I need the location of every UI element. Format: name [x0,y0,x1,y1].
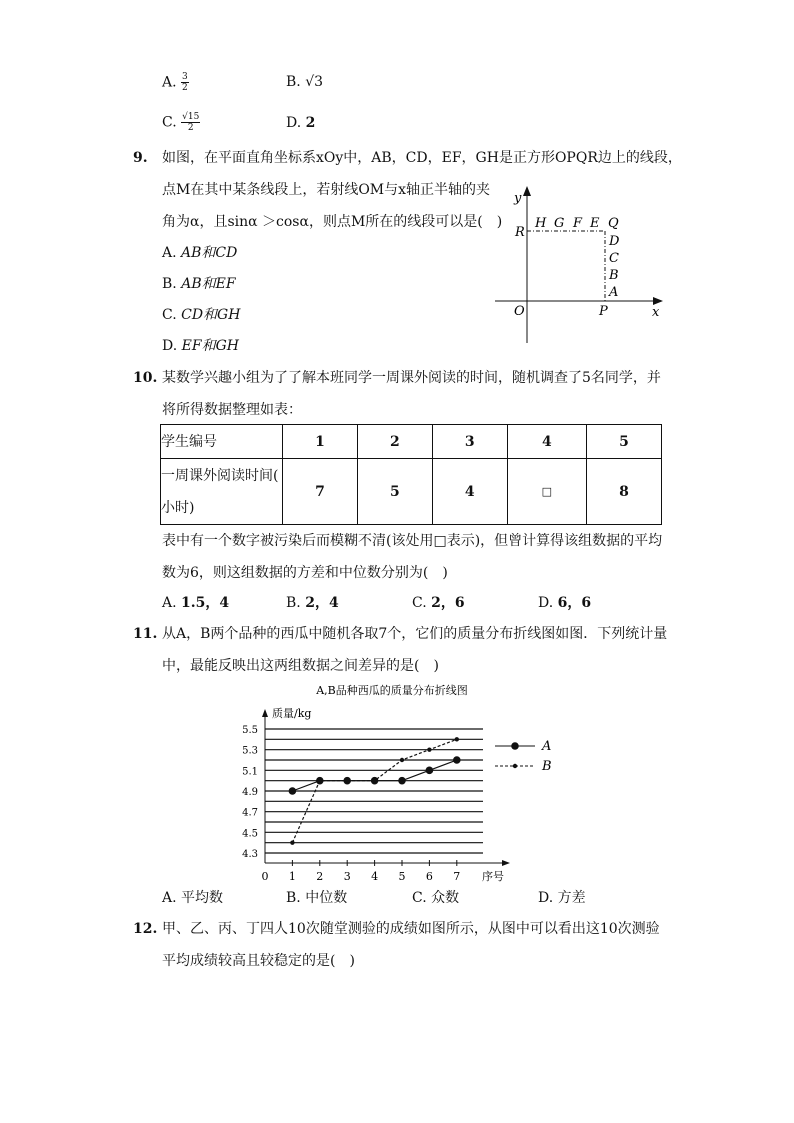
legend-label: A [542,739,552,754]
q11-option-c [412,889,459,907]
numerator: √15 [182,112,200,122]
option-value: 众数 [431,890,460,906]
data-point-B [455,737,459,741]
data-point-B [400,758,404,762]
table-cell: 4 [507,425,586,459]
data-point-B [345,778,349,782]
label-d: D [609,234,620,249]
data-point-B [427,747,431,751]
y-tick-label: 4.9 [242,787,258,798]
data-point-A [398,777,406,785]
label-r: R [515,225,525,240]
option-value: 方差 [557,890,586,906]
y-arrow-icon [262,709,268,717]
question-number: 12. [133,921,158,937]
denominator: 2 [187,123,194,133]
y-tick-label: 4.3 [242,849,258,860]
label-e: E [590,216,600,231]
option-value: 2 [305,115,316,131]
option-value: 2，4 [305,595,339,611]
option-letter: D. [162,338,178,354]
question-text: 中，最能反映出这两组数据之间差异的是( ) [162,658,439,674]
question-text: 甲、乙、丙、丁四人10次随堂测验的成绩如图所示，从图中可以看出这10次测验 [162,921,660,937]
y-tick-label: 4.7 [242,807,258,819]
table-cell: 4 [432,459,507,525]
question-text: 点M在其中某条线段上，若射线OM与x轴正半轴的夹 [162,182,491,198]
x-tick-label: 2 [316,870,324,883]
option-letter: A. [162,245,177,261]
table-cell: 2 [357,425,432,459]
label-x: x [652,305,660,320]
label-h: H [535,216,547,231]
question-text: 角为α，且sinα ＞cosα，则点M所在的线段可以是( ) [162,214,503,230]
question-text: 将所得数据整理如表： [162,402,302,418]
label-c: C [609,251,619,266]
question-text: 某数学兴趣小组为了了解本班同学一周课外阅读的时间，随机调查了5名同学，并 [162,370,661,386]
q11-option-b [286,889,347,907]
option-letter: B. [286,890,301,906]
option-value: 平均数 [181,890,224,906]
option-letter: A. [162,595,177,611]
option-letter: D. [538,595,554,611]
table-cell: 8 [587,459,662,525]
label-b: B [609,268,619,283]
q11-option-d [538,889,586,907]
table-cell: 5 [357,459,432,525]
question-number: 9. [133,150,148,166]
option-letter: C. [412,595,427,611]
numerator: 3 [182,72,188,82]
y-tick-label: 5.3 [242,745,258,757]
option-value: AB和CD [181,245,238,261]
option-value: 1.5，4 [181,595,230,611]
cell-line: 一周课外阅读时间( [161,467,279,484]
option-value: 2，6 [431,595,465,611]
data-point-B [290,840,294,844]
label-y: y [514,191,522,206]
option-letter: C. [162,114,177,131]
x-axis-label: 序号 [482,870,504,883]
data-point-B [318,778,322,782]
q11-option-a [162,889,223,907]
question-text: 表中有一个数字被污染后而模糊不清(该处用□表示)，但曾计算得该组数据的平均 [162,533,663,549]
x-tick-label: 1 [288,870,296,883]
y-tick-label: 4.5 [242,828,258,840]
data-point-B [372,778,376,782]
y-axis-label: 质量/kg [272,707,312,720]
data-point-A [453,756,461,764]
option-letter: B. [286,595,301,611]
legend-label: B [542,759,552,774]
x-tick-label: 3 [343,870,351,883]
y-tick-label: 5.5 [242,725,258,736]
question-text: 数为6，则这组数据的方差和中位数分别为( ) [162,565,448,581]
option-value: 6，6 [557,595,592,611]
legend-marker-B [513,764,517,768]
table-cell: □ [507,459,586,525]
question-text: 平均成绩较高且较稳定的是( ) [162,953,355,969]
label-f: F [573,216,583,231]
option-value: AB和EF [181,276,236,292]
option-letter: B. [286,74,301,90]
option-letter: A. [162,74,177,91]
x-tick-label: 6 [425,870,433,883]
table-cell: 5 [587,425,662,459]
option-value: √3 [305,74,324,90]
table-cell: 3 [432,425,507,459]
question-text: 从A，B两个品种的西瓜中随机各取7个，它们的质量分布折线图如图．下列统计量 [162,626,668,642]
x-tick-label: 0 [261,870,269,883]
option-letter: C. [162,307,177,323]
label-g: G [554,216,565,231]
option-letter: D. [538,890,554,906]
option-letter: B. [162,276,177,292]
label-p: P [599,304,608,319]
chart-title: A,B品种西瓜的质量分布折线图 [316,684,468,697]
option-letter: A. [162,890,177,906]
table-cell: 学生编号 [161,425,283,459]
y-tick-label: 5.1 [242,766,258,778]
question-number: 10. [133,370,158,386]
option-letter: D. [286,115,302,131]
question-number: 11. [133,626,158,642]
question-text: 如图，在平面直角坐标系xOy中，AB，CD，EF，GH是正方形OPQR边上的线段， [162,150,682,166]
table-cell: 1 [283,425,358,459]
x-tick-label: 7 [453,870,461,883]
data-point-A [289,787,297,795]
option-value: EF和GH [181,338,239,354]
cell-line: 小时) [161,499,195,516]
data-point-A [426,767,434,775]
x-arrow-icon [502,860,510,866]
legend-marker-A [511,742,519,750]
option-value: 中位数 [305,890,348,906]
label-a: A [609,285,619,300]
label-o: O [514,304,525,319]
x-tick-label: 5 [398,870,406,883]
table-cell: 7 [283,459,358,525]
denominator: 2 [182,83,188,93]
option-value: CD和GH [181,307,241,323]
label-q: Q [608,216,619,231]
x-tick-label: 4 [371,870,379,883]
option-letter: C. [412,890,427,906]
